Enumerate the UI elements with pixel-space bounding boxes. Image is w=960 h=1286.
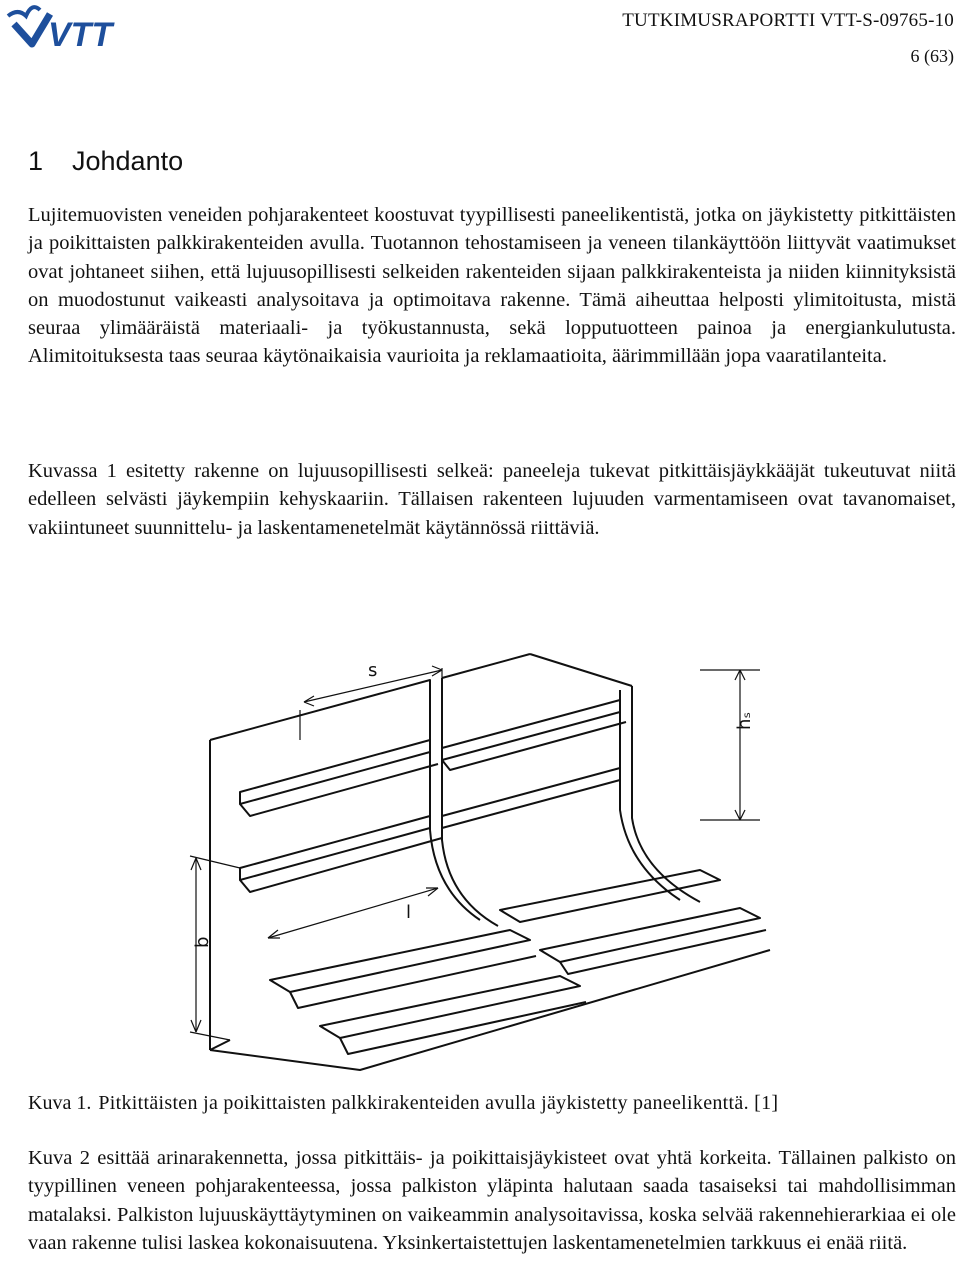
paragraph-1: Lujitemuovisten veneiden pohjarakenteet koostuvat tyypillisesti paneelikentistä, jotka on jäykistetty pitkittäisten ja poikittaisten palkkirakenteiden avulla. Tuotannon tehostamiseen ja veneen tilankäyttöön liittyvät vaatimukset ovat johtaneet siihen, että lujuusopillisesti selkeiden rakenteiden sijaan palkkirakenteista ja niiden kiinnityksistä on muodostunut vaikeasti analysoitava ja optimoitava rakenne. Tämä aiheuttaa helposti ylimitoitusta, mistä seuraa ylimääräistä materiaali- ja työkustannusta, sekä lopputuotteen painoa ja energiankulutusta. Alimitoituksesta taas seuraa käytönaikaisia vaurioita ja reklamaatioita, äärimmillään jopa vaaratilanteita.: [28, 204, 956, 368]
dimension-label-b: b: [192, 936, 213, 948]
section-number: 1: [28, 146, 44, 176]
caption-text: Pitkittäisten ja poikittaisten palkkirakenteiden avulla jäykistetty paneelikenttä. [1]: [98, 1092, 779, 1114]
page-number: 6 (63): [910, 46, 954, 66]
vtt-logo-graphic: [4, 0, 164, 60]
dimension-label-s: s: [368, 660, 378, 681]
vtt-logo: [4, 0, 164, 60]
right-frame-curve: [620, 690, 680, 900]
caption-label: Kuva 1.: [28, 1092, 92, 1114]
section-title: Johdanto: [72, 146, 184, 176]
logo-text: VTT: [48, 16, 113, 54]
paragraph-2: Kuvassa 1 esitetty rakenne on lujuusopillisesti selkeä: paneeleja tukevat pitkittäisjäykkääjät tukeutuvat niitä edelleen selvästi jäykempiin kehyskaariin. Tällaisen rakenteen lujuuden varmentamiseen ovat tavanomaiset, vakiintuneet suunnittelu- ja laskentamenetelmät käytännössä riittäviä.: [28, 460, 956, 539]
section-heading: [28, 146, 183, 177]
figure-stiffened-panel: [180, 630, 780, 1080]
dimension-label-h: hₛ: [734, 711, 755, 730]
paragraph-3: Kuva 2 esittää arinarakennetta, jossa pitkittäis- ja poikittaisjäykisteet ovat yhtä korkeita. Tällainen palkisto on tyypillinen veneen pohjarakenteessa, jossa palkiston yläpinta halutaan saada tasaiseksi tai mahdollisimman matalaksi. Palkiston lujuuskäyttäytyminen on vaikeammin analysoitavissa, koska selvää rakennehierarkiaa ei ole vaan rakenne tulisi laskea kokonaisuutena. Yksinkertaistettujen laskentamenetelmien tarkkuus ei enää riitä.: [28, 1147, 956, 1254]
report-id: TUTKIMUSRAPORTTI VTT-S-09765-10: [622, 10, 954, 31]
dimension-label-l: l: [406, 902, 412, 923]
stiffened-panel-drawing: [180, 630, 780, 1080]
figure-caption: [28, 1092, 778, 1115]
